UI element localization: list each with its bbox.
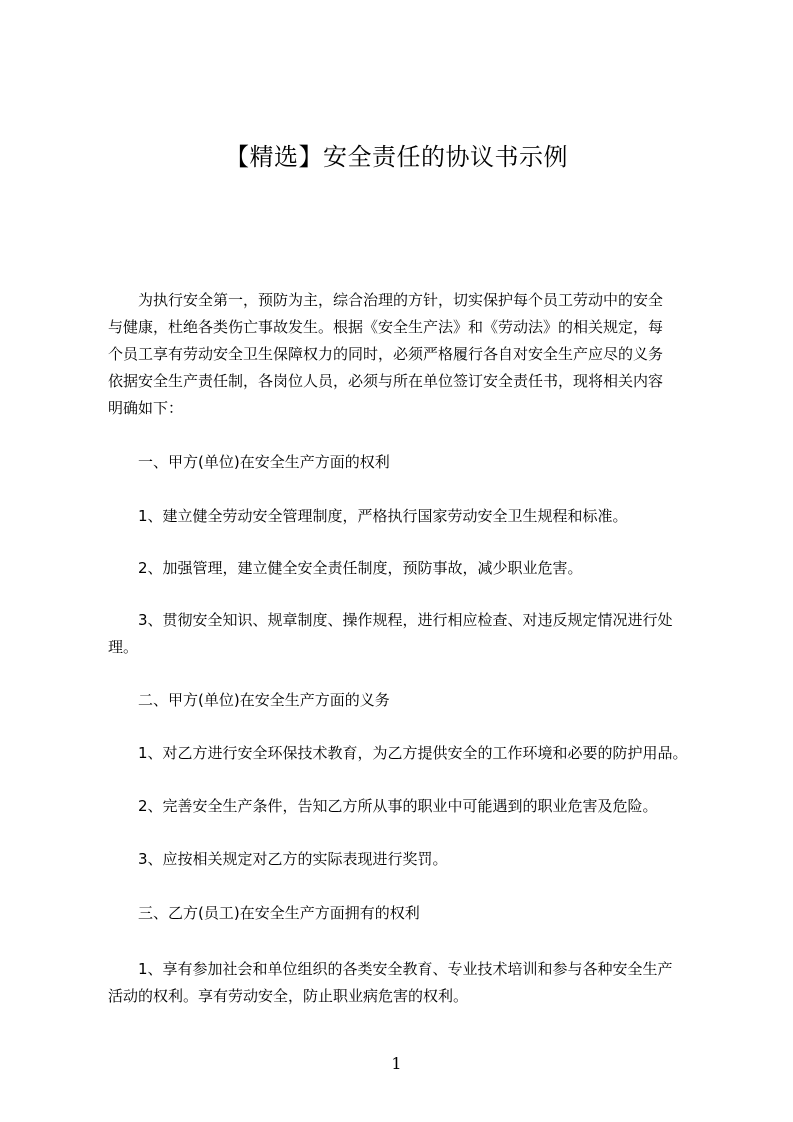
- section-2-heading: 二、甲方(单位)在安全生产方面的义务: [138, 691, 390, 709]
- section-3-item-1-line-2: 活动的权利。享有劳动安全，防止职业病危害的权利。: [108, 987, 469, 1005]
- page-number: 1: [391, 1054, 402, 1073]
- section-1-item-1: 1、建立健全劳动安全管理制度，严格执行国家劳动安全卫生规程和标准。: [138, 507, 628, 525]
- section-1-item-3-line-1: 3、贯彻安全知识、规章制度、操作规程，进行相应检查、对违反规定情况进行处: [138, 611, 673, 629]
- section-2-item-2: 2、完善安全生产条件，告知乙方所从事的职业中可能遇到的职业危害及危险。: [138, 797, 658, 815]
- document-title: 【精选】安全责任的协议书示例: [225, 143, 568, 171]
- section-3-heading: 三、乙方(员工)在安全生产方面拥有的权利: [138, 904, 420, 922]
- section-1-item-3-line-2: 理。: [108, 638, 139, 656]
- section-3-item-1-line-1: 1、享有参加社会和单位组织的各类安全教育、专业技术培训和参与各种安全生产: [138, 960, 673, 978]
- section-1-item-2: 2、加强管理，建立健全安全责任制度，预防事故，减少职业危害。: [138, 559, 583, 577]
- intro-line-3: 个员工享有劳动安全卫生保障权力的同时，必须严格履行各自对安全生产应尽的义务: [108, 345, 664, 363]
- intro-line-4: 依据安全生产责任制，各岗位人员，必须与所在单位签订安全责任书，现将相关内容: [108, 372, 664, 390]
- intro-line-5: 明确如下：: [108, 399, 184, 417]
- intro-line-2: 与健康，杜绝各类伤亡事故发生。根据《安全生产法》和《劳动法》的相关规定，每: [108, 318, 664, 336]
- intro-line-1: 为执行安全第一，预防为主，综合治理的方针，切实保护每个员工劳动中的安全: [138, 291, 664, 309]
- section-1-heading: 一、甲方(单位)在安全生产方面的权利: [138, 453, 390, 471]
- section-2-item-3: 3、应按相关规定对乙方的实际表现进行奖罚。: [138, 850, 448, 868]
- section-2-item-1: 1、对乙方进行安全环保技术教育，为乙方提供安全的工作环境和必要的防护用品。: [138, 744, 688, 762]
